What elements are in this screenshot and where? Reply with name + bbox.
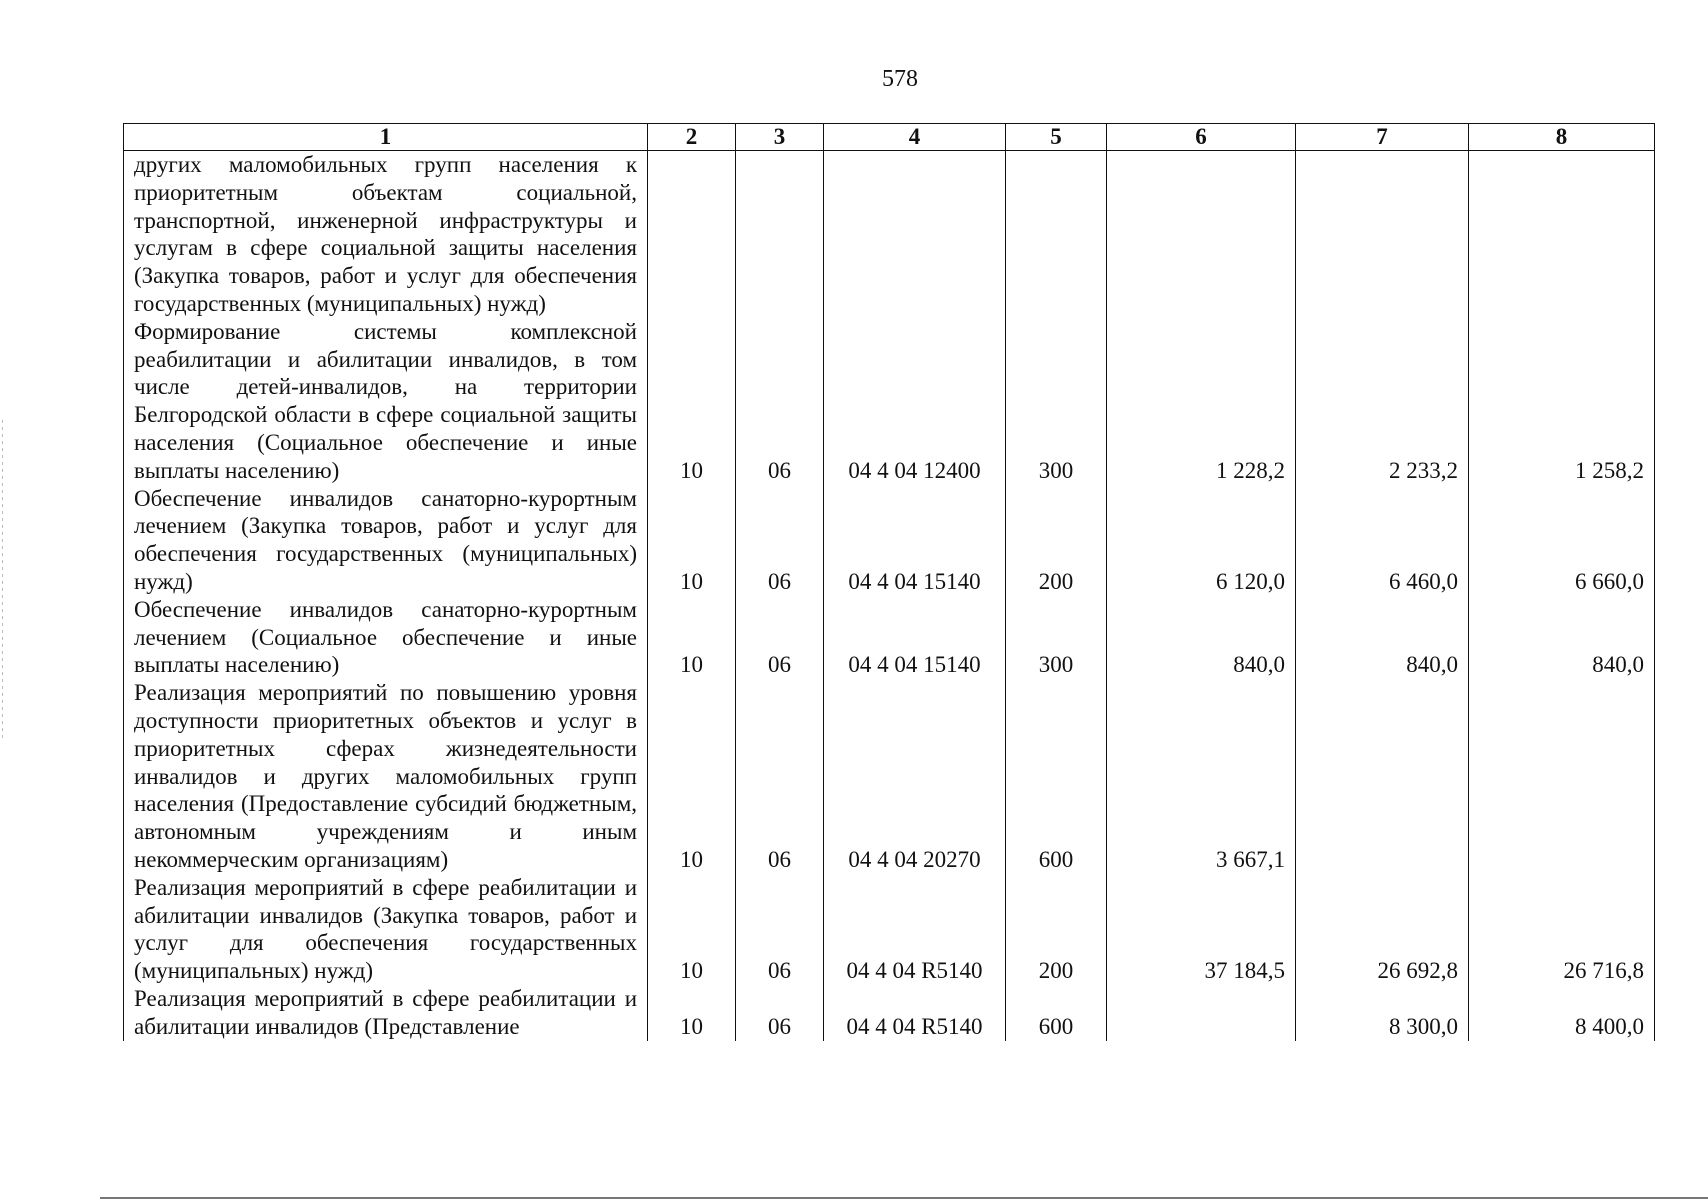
- row-section: 10: [648, 318, 736, 485]
- row-expense-type: 200: [1006, 874, 1107, 985]
- row-amount-6: [1107, 985, 1296, 1041]
- header-col-4: 4: [824, 124, 1006, 151]
- row-amount-8: 1 258,2: [1469, 318, 1655, 485]
- row-subsection: 06: [736, 596, 824, 679]
- header-col-8: 8: [1469, 124, 1655, 151]
- row-amount-7: [1296, 679, 1469, 874]
- row-section: 10: [648, 985, 736, 1041]
- header-col-7: 7: [1296, 124, 1469, 151]
- row-section: 10: [648, 596, 736, 679]
- table-body: [124, 151, 1655, 1041]
- row-subsection: 06: [736, 485, 824, 596]
- row-description: Реализация мероприятий по повышению уровня доступности приоритетных объектов и услуг в приоритетных сферах жизнедеятельности инвалидов и других маломобильных групп населения (Предоставление субсидий бюджетным, автономным учреждениям и иным некоммерческим организациям): [124, 679, 648, 874]
- row-amount-7: 6 460,0: [1296, 485, 1469, 596]
- row-description: Обеспечение инвалидов санаторно-курортным лечением (Социальное обеспечение и иные выплаты населению): [124, 596, 648, 679]
- table-row: [124, 985, 1655, 1041]
- row-expense-type: 200: [1006, 485, 1107, 596]
- row-target-code: 04 4 04 R5140: [824, 985, 1006, 1041]
- header-col-3: 3: [736, 124, 824, 151]
- row-target-code: 04 4 04 20270: [824, 679, 1006, 874]
- row-amount-8: 840,0: [1469, 596, 1655, 679]
- row-amount-7: 8 300,0: [1296, 985, 1469, 1041]
- budget-table: [123, 123, 1655, 1041]
- bottom-rule: [100, 1197, 1708, 1199]
- header-col-5: 5: [1006, 124, 1107, 151]
- row-expense-type: 600: [1006, 679, 1107, 874]
- table-header: [124, 124, 1655, 151]
- row-amount-7: 26 692,8: [1296, 874, 1469, 985]
- row-target-code: 04 4 04 15140: [824, 596, 1006, 679]
- row-description: других маломобильных групп населения к приоритетным объектам социальной, транспортной, инженерной инфраструктуры и услугам в сфере социальной защиты населения (Закупка товаров, работ и услуг для обеспечения государственных (муниципальных) нужд): [124, 151, 648, 318]
- row-amount-8: 8 400,0: [1469, 985, 1655, 1041]
- row-amount-7: 2 233,2: [1296, 318, 1469, 485]
- row-expense-type: 300: [1006, 596, 1107, 679]
- row-amount-6: 6 120,0: [1107, 485, 1296, 596]
- row-expense-type: 300: [1006, 318, 1107, 485]
- row-target-code: 04 4 04 15140: [824, 485, 1006, 596]
- row-section: 10: [648, 874, 736, 985]
- row-target-code: 04 4 04 R5140: [824, 874, 1006, 985]
- row-subsection: 06: [736, 318, 824, 485]
- header-col-2: 2: [648, 124, 736, 151]
- row-description: Реализация мероприятий в сфере реабилитации и абилитации инвалидов (Закупка товаров, работ и услуг для обеспечения государственных (муниципальных) нужд): [124, 874, 648, 985]
- table-row: [124, 596, 1655, 679]
- table-row: [124, 318, 1655, 485]
- row-description: Формирование системы комплексной реабилитации и абилитации инвалидов, в том числе детей-инвалидов, на территории Белгородской области в сфере социальной защиты населения (Социальное обеспечение и иные выплаты населению): [124, 318, 648, 485]
- header-col-6: 6: [1107, 124, 1296, 151]
- scan-margin-mark: [2, 420, 3, 740]
- row-expense-type: 600: [1006, 985, 1107, 1041]
- row-description: Реализация мероприятий в сфере реабилитации и абилитации инвалидов (Представление: [124, 985, 648, 1041]
- row-section: 10: [648, 485, 736, 596]
- page-number: 578: [882, 66, 918, 92]
- row-target-code: [824, 151, 1006, 318]
- row-subsection: 06: [736, 679, 824, 874]
- row-section: 10: [648, 679, 736, 874]
- row-subsection: [736, 151, 824, 318]
- header-row: [124, 124, 1655, 151]
- row-amount-8: [1469, 151, 1655, 318]
- row-amount-6: 3 667,1: [1107, 679, 1296, 874]
- row-amount-8: [1469, 679, 1655, 874]
- row-subsection: 06: [736, 874, 824, 985]
- row-amount-7: [1296, 151, 1469, 318]
- row-amount-8: 6 660,0: [1469, 485, 1655, 596]
- row-amount-6: 840,0: [1107, 596, 1296, 679]
- row-amount-7: 840,0: [1296, 596, 1469, 679]
- row-section: [648, 151, 736, 318]
- row-subsection: 06: [736, 985, 824, 1041]
- table-row: [124, 151, 1655, 318]
- row-amount-8: 26 716,8: [1469, 874, 1655, 985]
- row-amount-6: 1 228,2: [1107, 318, 1296, 485]
- row-amount-6: 37 184,5: [1107, 874, 1296, 985]
- table-row: [124, 485, 1655, 596]
- header-col-1: 1: [124, 124, 648, 151]
- row-expense-type: [1006, 151, 1107, 318]
- row-target-code: 04 4 04 12400: [824, 318, 1006, 485]
- table-row: [124, 874, 1655, 985]
- row-amount-6: [1107, 151, 1296, 318]
- table-row: [124, 679, 1655, 874]
- row-description: Обеспечение инвалидов санаторно-курортным лечением (Закупка товаров, работ и услуг для обеспечения государственных (муниципальных) нужд): [124, 485, 648, 596]
